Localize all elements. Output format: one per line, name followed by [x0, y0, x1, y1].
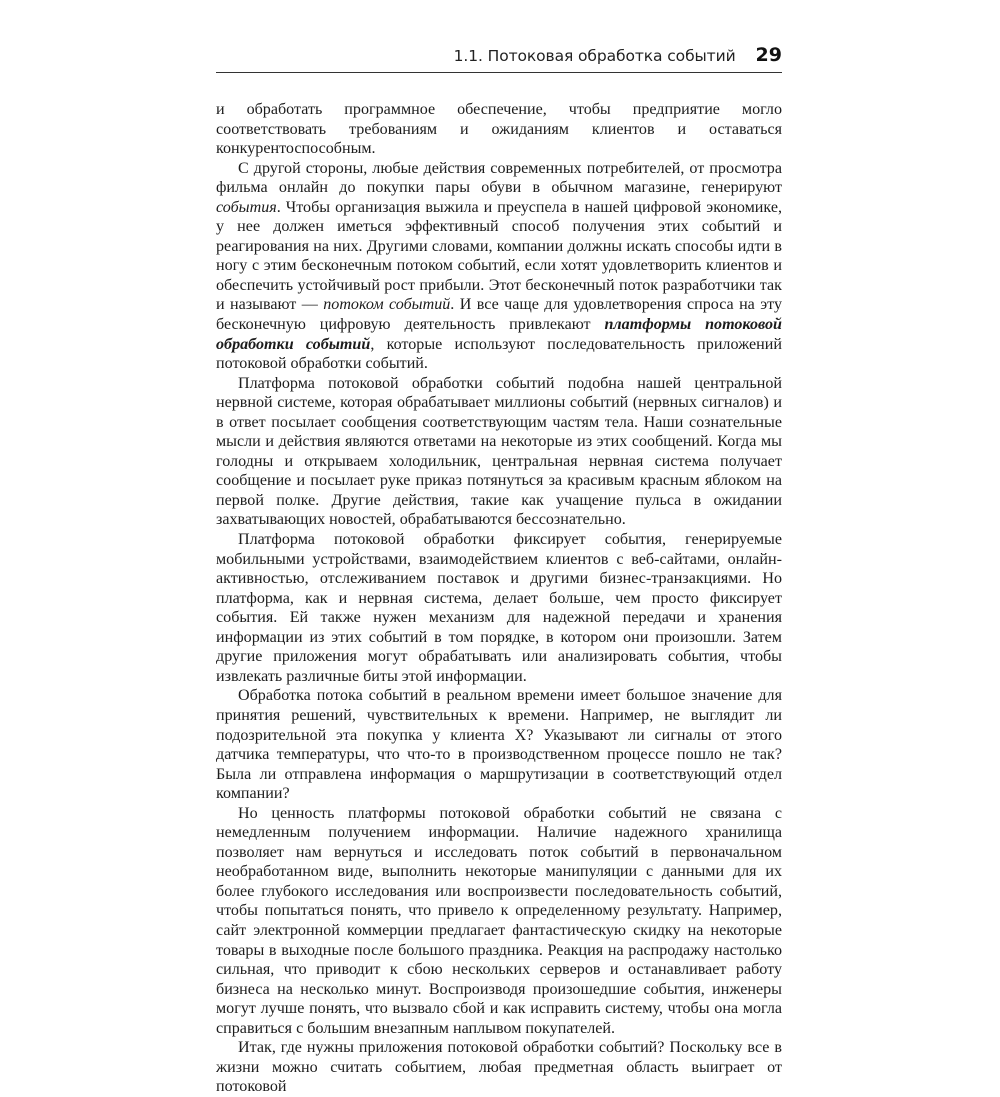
paragraph-1	[216, 100, 782, 159]
running-header	[216, 44, 782, 73]
text-run: Платформа потоковой обработки фиксирует события, генерируемые мобильными устройствами, взаимодействием клиентов с веб-сайтами, онлайн-активностью, отслеживанием поставок и другими бизнес-транзакциями. Но платформа, как и нервная система, делает больше, чем просто фиксирует события. Ей также нужен механизм для надежной передачи и хранения информации из этих событий в том порядке, в котором они произошли. Затем другие приложения могут обрабатывать или анализировать события, чтобы извлекать различные биты этой информации.	[216, 531, 782, 685]
text-run: С другой стороны, любые действия современных потребителей, от просмотра фильма онлайн до покупки пары обуви в обычном магазине, генерируют	[216, 159, 782, 197]
text-run: , которые используют последовательность приложений потоковой обработки событий.	[216, 335, 782, 373]
page-number: 29	[755, 44, 782, 66]
section-title: 1.1. Потоковая обработка событий	[453, 47, 736, 65]
text-run: Итак, где нужны приложения потоковой обработки событий? Поскольку все в жизни можно считать событием, любая предметная область выиграет от потоковой	[216, 1039, 782, 1096]
paragraph-6	[216, 804, 782, 1039]
paragraph-5	[216, 686, 782, 803]
text-run: Но ценность платформы потоковой обработки событий не связана с немедленным получением информации. Наличие надежного хранилища позволяет нам вернуться и исследовать поток событий в первоначальном необработанном виде, выполнить некоторые манипуляции с данными для их более глубокого исследования или воспроизвести последовательность событий, чтобы попытаться понять, что привело к определенному результату. Например, сайт электронной коммерции предлагает фантастическую скидку на некоторые товары в выходные после большого праздника. Реакция на распродажу настолько сильная, что приводит к сбою нескольких серверов и останавливает работу бизнеса на несколько минут. Воспроизводя произошедшие события, инженеры могут лучше понять, что вызвало сбой и как исправить систему, чтобы она могла справиться с большим внезапным наплывом покупателей.	[216, 804, 782, 1037]
emphasis-text: потоком событий	[323, 296, 451, 314]
text-run: . И все чаще для удовлетворения спроса на эту бесконечную цифровую деятельность привлекают	[216, 296, 783, 334]
text-run: . Чтобы организация выжила и преуспела в нашей цифровой экономике, у нее должен иметься эффективный способ получения этих событий и реагирования на них. Другими словами, компании должны искать способы идти в ногу с этим бесконечным потоком событий, если хотят удовлетворить клиентов и обеспечить устойчивый рост прибыли. Этот бесконечный поток разработчики так и называют —	[216, 198, 782, 314]
paragraph-3	[216, 374, 782, 530]
paragraph-2	[216, 159, 782, 374]
text-run: Обработка потока событий в реальном времени имеет большое значение для принятия решений, чувствительных к времени. Например, не выглядит ли подозрительной эта покупка у клиента X? Указывают ли сигналы от этого датчика температуры, что что-то в производственном процессе пошло не так? Была ли отправлена информация о маршрутизации в соответствующий отдел компании?	[216, 687, 782, 803]
emphasis-text: события	[216, 198, 277, 216]
paragraph-7	[216, 1038, 782, 1097]
key-term: платформы потоковой обработки событий	[216, 316, 782, 353]
paragraph-4	[216, 530, 782, 686]
text-run: и обработать программное обеспечение, чтобы предприятие могло соответствовать требованиям и ожиданиям клиентов и оставаться конкурентоспособным.	[216, 101, 782, 158]
body-text	[216, 100, 782, 1097]
text-run: Платформа потоковой обработки событий подобна нашей центральной нервной системе, которая обрабатывает миллионы событий (нервных сигналов) и в ответ посылает сообщения соответствующим частям тела. Наши сознательные мысли и действия являются ответами на некоторые из этих сообщений. Когда мы голодны и открываем холодильник, центральная нервная система получает сообщение и посылает руке приказ потянуться за красивым красным яблоком на первой полке. Другие действия, такие как учащение пульса в ожидании захватывающих новостей, обрабатываются бессознательно.	[216, 374, 782, 529]
